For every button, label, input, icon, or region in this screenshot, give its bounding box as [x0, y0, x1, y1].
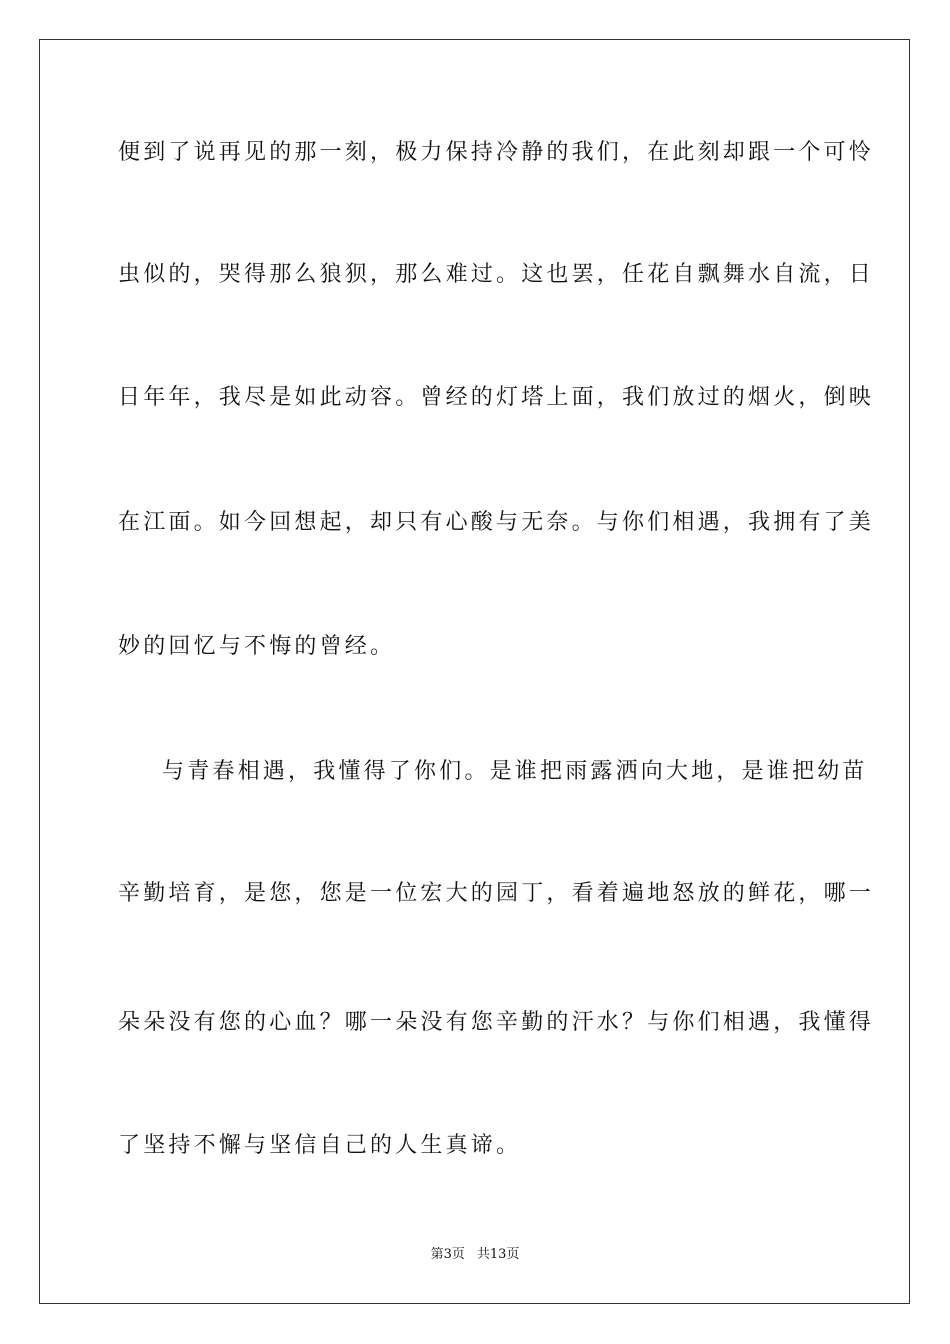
page-total: 共13页	[476, 1247, 520, 1262]
page-border	[39, 39, 910, 1304]
body-text-line-9: 了坚持不懈与坚信自己的人生真谛。	[118, 1133, 522, 1158]
body-text-line-8: 朵朵没有您的心血？哪一朵没有您辛勤的汗水？与你们相遇，我懂得	[118, 1010, 875, 1035]
body-text-line-3: 日年年，我尽是如此动容。曾经的灯塔上面，我们放过的烟火，倒映	[118, 385, 875, 410]
body-text-line-2: 虫似的，哭得那么狼狈，那么难过。这也罢，任花自飘舞水自流，日	[118, 262, 875, 287]
page-footer	[0, 1246, 950, 1264]
body-text-line-4: 在江面。如今回想起，却只有心酸与无奈。与你们相遇，我拥有了美	[118, 510, 875, 535]
page-number: 第3页	[430, 1247, 465, 1262]
body-text-line-6: 与青春相遇，我懂得了你们。是谁把雨露洒向大地，是谁把幼苗	[162, 759, 868, 784]
body-text-line-1: 便到了说再见的那一刻，极力保持冷静的我们，在此刻却跟一个可怜	[118, 140, 875, 165]
body-text-line-7: 辛勤培育，是您，您是一位宏大的园丁，看着遍地怒放的鲜花，哪一	[118, 881, 875, 906]
body-text-line-5: 妙的回忆与不悔的曾经。	[118, 634, 396, 659]
